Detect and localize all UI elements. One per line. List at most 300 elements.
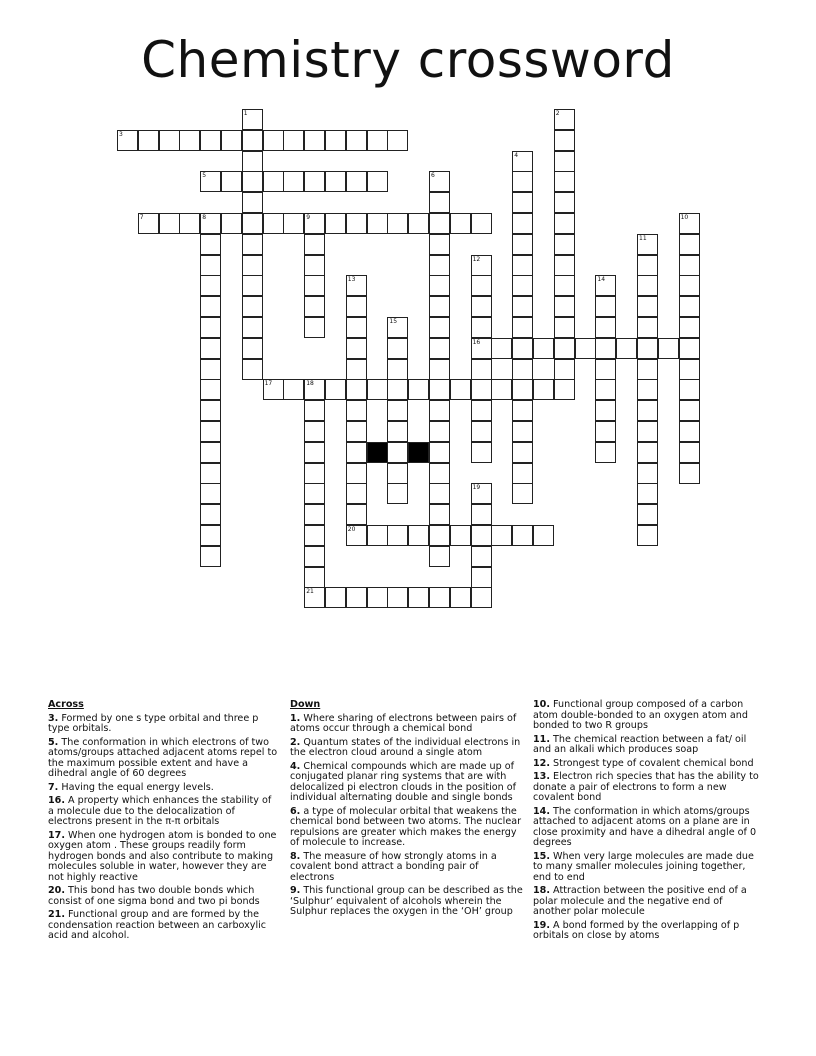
- grid-cell[interactable]: [429, 483, 450, 504]
- clue-number-label: 11.: [533, 733, 550, 745]
- grid-cell[interactable]: [304, 504, 325, 525]
- grid-cell[interactable]: [429, 525, 450, 546]
- clue-text: This bond has two double bonds which consist of one sigma bond and two pi bonds: [48, 885, 260, 907]
- grid-cell[interactable]: [200, 483, 221, 504]
- grid-cell[interactable]: [200, 442, 221, 463]
- grid-cell[interactable]: [533, 338, 554, 359]
- grid-cell[interactable]: [471, 546, 492, 567]
- grid-cell[interactable]: [637, 379, 658, 400]
- grid-cell[interactable]: [200, 255, 221, 276]
- grid-cell[interactable]: [346, 587, 367, 608]
- grid-cell[interactable]: [387, 130, 408, 151]
- grid-cell[interactable]: [346, 171, 367, 192]
- grid-cell[interactable]: [429, 400, 450, 421]
- clue-number-label: 19.: [533, 919, 550, 931]
- grid-cell[interactable]: [200, 338, 221, 359]
- grid-cell[interactable]: [263, 130, 284, 151]
- grid-cell[interactable]: [304, 379, 325, 400]
- grid-cell[interactable]: [304, 234, 325, 255]
- clue-number: 21: [306, 588, 314, 596]
- clue-number: 12: [472, 255, 481, 263]
- grid-cell[interactable]: [554, 296, 575, 317]
- grid-cell[interactable]: [554, 130, 575, 151]
- clue-item: [533, 735, 761, 756]
- grid-cell[interactable]: [637, 359, 658, 380]
- grid-cell[interactable]: [200, 504, 221, 525]
- clue-number-label: 4.: [290, 760, 301, 772]
- clue-item: [533, 759, 761, 770]
- grid-cell[interactable]: [387, 525, 408, 546]
- clue-number-label: 21.: [48, 909, 65, 920]
- clue-number-label: 12.: [533, 757, 550, 769]
- grid-cell[interactable]: [221, 213, 242, 234]
- grid-cell[interactable]: [200, 359, 221, 380]
- clue-text: Functional group and are formed by the condensation reaction between an carboxylic acid and alcohol.: [48, 909, 267, 941]
- grid-cell[interactable]: [554, 275, 575, 296]
- grid-cell[interactable]: [429, 275, 450, 296]
- grid-cell[interactable]: [429, 421, 450, 442]
- grid-cell[interactable]: [408, 525, 429, 546]
- grid-cell[interactable]: [637, 525, 658, 546]
- grid-cell[interactable]: [637, 400, 658, 421]
- grid-cell[interactable]: [450, 213, 471, 234]
- clue-text: The measure of how strongly atoms in a covalent bond attract a bonding pair of electrons: [290, 850, 497, 883]
- grid-cell[interactable]: [429, 234, 450, 255]
- grid-cell[interactable]: [367, 213, 388, 234]
- grid-cell[interactable]: [554, 234, 575, 255]
- grid-cell[interactable]: [512, 234, 533, 255]
- clue-number: 6: [431, 172, 435, 180]
- grid-cell[interactable]: [595, 275, 616, 296]
- grid-cell[interactable]: [595, 317, 616, 338]
- grid-cell[interactable]: [387, 587, 408, 608]
- grid-cell[interactable]: [471, 359, 492, 380]
- grid-cell[interactable]: [616, 338, 637, 359]
- grid-cell[interactable]: [491, 338, 512, 359]
- grid-cell[interactable]: [387, 400, 408, 421]
- grid-cell[interactable]: [595, 359, 616, 380]
- clue-item: [48, 886, 278, 907]
- grid-cell[interactable]: [471, 317, 492, 338]
- grid-cell[interactable]: [637, 504, 658, 525]
- grid-cell[interactable]: [304, 296, 325, 317]
- grid-cell[interactable]: [242, 130, 263, 151]
- grid-cell[interactable]: [471, 400, 492, 421]
- grid-cell[interactable]: [221, 171, 242, 192]
- grid-cell[interactable]: [679, 442, 700, 463]
- grid-cell[interactable]: [637, 463, 658, 484]
- grid-cell[interactable]: [512, 171, 533, 192]
- grid-cell[interactable]: [387, 359, 408, 380]
- grid-cell[interactable]: [637, 338, 658, 359]
- grid-cell[interactable]: [429, 504, 450, 525]
- grid-cell[interactable]: [471, 275, 492, 296]
- grid-cell[interactable]: [304, 275, 325, 296]
- grid-cell[interactable]: [679, 359, 700, 380]
- grid-cell[interactable]: [512, 275, 533, 296]
- grid-cell[interactable]: [429, 463, 450, 484]
- grid-cell[interactable]: [429, 338, 450, 359]
- grid-cell[interactable]: [512, 463, 533, 484]
- clue-number: 5: [202, 172, 207, 180]
- down-clue-list-2: [533, 700, 761, 942]
- grid-cell[interactable]: [429, 296, 450, 317]
- grid-cell[interactable]: [242, 213, 263, 234]
- grid-cell[interactable]: [367, 379, 388, 400]
- grid-cell[interactable]: [346, 317, 367, 338]
- grid-cell[interactable]: [429, 317, 450, 338]
- grid-cell[interactable]: [200, 379, 221, 400]
- grid-cell[interactable]: [242, 234, 263, 255]
- grid-cell[interactable]: [304, 525, 325, 546]
- grid-cell[interactable]: [304, 400, 325, 421]
- grid-cell[interactable]: [346, 359, 367, 380]
- grid-cell[interactable]: [637, 255, 658, 276]
- grid-cell[interactable]: [450, 525, 471, 546]
- clue-text: The chemical reaction between a fat/ oil and an alkali which produces soap: [533, 733, 747, 755]
- clue-text: A bond formed by the overlapping of p orbitals on close by atoms: [533, 919, 740, 941]
- grid-cell[interactable]: [512, 317, 533, 338]
- grid-cell[interactable]: [263, 213, 284, 234]
- grid-cell[interactable]: [138, 130, 159, 151]
- grid-cell[interactable]: [242, 338, 263, 359]
- grid-cell[interactable]: [346, 400, 367, 421]
- grid-cell[interactable]: [346, 130, 367, 151]
- grid-cell[interactable]: [387, 421, 408, 442]
- clue-number-label: 14.: [533, 805, 550, 817]
- grid-cell[interactable]: [387, 213, 408, 234]
- clue-number: 8: [202, 214, 207, 221]
- grid-cell[interactable]: [554, 192, 575, 213]
- grid-cell[interactable]: [512, 525, 533, 546]
- clue-text: Chemical compounds which are made up of conjugated planar ring systems that are with delocalized pi electron clouds in the position of individual alternating double and single bonds: [290, 760, 517, 803]
- grid-cell[interactable]: [471, 504, 492, 525]
- clue-text: Quantum states of the individual electrons in the electron cloud around a single atom: [290, 736, 521, 758]
- clue-number-label: 13.: [533, 771, 550, 782]
- grid-cell[interactable]: [346, 421, 367, 442]
- grid-cell[interactable]: [387, 317, 408, 338]
- clue-item: [533, 921, 761, 942]
- grid-cell[interactable]: [346, 379, 367, 400]
- grid-cell[interactable]: [512, 421, 533, 442]
- grid-cell[interactable]: [159, 130, 180, 151]
- grid-cell[interactable]: [346, 525, 367, 546]
- grid-cell[interactable]: [367, 587, 388, 608]
- grid-cell[interactable]: [283, 379, 304, 400]
- grid-cell[interactable]: [554, 171, 575, 192]
- grid-cell[interactable]: [554, 379, 575, 400]
- grid-cell[interactable]: [304, 421, 325, 442]
- grid-cell[interactable]: [429, 171, 450, 192]
- grid-cell[interactable]: [637, 442, 658, 463]
- grid-cell[interactable]: [304, 130, 325, 151]
- grid-cell[interactable]: [325, 130, 346, 151]
- grid-cell[interactable]: [429, 442, 450, 463]
- grid-cell[interactable]: [367, 130, 388, 151]
- grid-cell[interactable]: [554, 213, 575, 234]
- grid-cell[interactable]: [450, 587, 471, 608]
- clue-text: a type of molecular orbital that weakens the chemical bond between two atoms. The nuclear repulsions are greater which makes the energy of molecule to increase.: [290, 805, 522, 848]
- clue-number: 15: [389, 318, 398, 325]
- grid-cell[interactable]: [242, 151, 263, 172]
- grid-cell[interactable]: [242, 171, 263, 192]
- clue-item: [48, 796, 278, 828]
- grid-cell[interactable]: [637, 275, 658, 296]
- grid-cell[interactable]: [512, 296, 533, 317]
- grid-cell[interactable]: [554, 151, 575, 172]
- grid-cell[interactable]: [471, 525, 492, 546]
- grid-cell[interactable]: [512, 359, 533, 380]
- grid-cell[interactable]: [346, 275, 367, 296]
- clue-text: The conformation in which electrons of two atoms/groups attached adjacent atoms repel to the maximum possible extent and have a dihedral angle of 60 degrees: [48, 736, 278, 779]
- grid-cell[interactable]: [304, 463, 325, 484]
- grid-cell[interactable]: [200, 421, 221, 442]
- grid-cell[interactable]: [471, 296, 492, 317]
- grid-cell[interactable]: [595, 338, 616, 359]
- grid-cell[interactable]: [595, 296, 616, 317]
- clue-number: 18: [306, 380, 314, 388]
- grid-cell[interactable]: [325, 587, 346, 608]
- grid-cell[interactable]: [304, 442, 325, 463]
- clue-number: 3: [119, 130, 123, 138]
- grid-cell[interactable]: [200, 296, 221, 317]
- clue-number: 7: [139, 214, 144, 221]
- grid-cell[interactable]: [138, 213, 159, 234]
- clue-text: Attraction between the positive end of a polar molecule and the negative end of another polar molecule: [533, 885, 747, 917]
- grid-cell[interactable]: [429, 213, 450, 234]
- grid-cell[interactable]: [346, 442, 367, 463]
- grid-cell[interactable]: [658, 338, 679, 359]
- grid-cell[interactable]: [512, 400, 533, 421]
- grid-cell[interactable]: [679, 463, 700, 484]
- grid-cell[interactable]: [554, 109, 575, 130]
- page-title: Chemistry crossword: [141, 31, 675, 89]
- blocked-cell: [408, 442, 429, 463]
- clue-item: [533, 852, 761, 884]
- grid-cell[interactable]: [200, 463, 221, 484]
- clue-number: 13: [347, 276, 356, 284]
- grid-cell[interactable]: [117, 130, 138, 151]
- grid-cell[interactable]: [429, 379, 450, 400]
- grid-cell[interactable]: [575, 338, 596, 359]
- grid-cell[interactable]: [200, 546, 221, 567]
- clue-text: Electron rich species that has the ability to donate a pair of electrons to form a new covalent bond: [533, 771, 759, 803]
- grid-cell[interactable]: [387, 379, 408, 400]
- clue-item: [290, 886, 523, 918]
- grid-cell[interactable]: [512, 483, 533, 504]
- grid-cell[interactable]: [679, 255, 700, 276]
- grid-cell[interactable]: [200, 213, 221, 234]
- grid-cell[interactable]: [325, 379, 346, 400]
- grid-cell[interactable]: [387, 338, 408, 359]
- grid-cell[interactable]: [242, 296, 263, 317]
- clue-number-label: 18.: [533, 885, 550, 896]
- clue-number: 11: [639, 234, 647, 242]
- grid-cell[interactable]: [242, 192, 263, 213]
- grid-cell[interactable]: [346, 338, 367, 359]
- grid-cell[interactable]: [242, 317, 263, 338]
- grid-cell[interactable]: [595, 379, 616, 400]
- clue-number: 2: [555, 110, 560, 117]
- grid-cell[interactable]: [283, 130, 304, 151]
- grid-cell[interactable]: [283, 171, 304, 192]
- clue-item: [290, 762, 523, 804]
- grid-cell[interactable]: [200, 400, 221, 421]
- grid-cell[interactable]: [200, 130, 221, 151]
- clue-number-label: 6.: [290, 805, 301, 817]
- clue-number: 10: [680, 214, 689, 221]
- grid-cell[interactable]: [242, 255, 263, 276]
- grid-cell[interactable]: [637, 483, 658, 504]
- grid-cell[interactable]: [471, 483, 492, 504]
- grid-cell[interactable]: [200, 525, 221, 546]
- clue-text: Having the equal energy levels.: [58, 781, 214, 793]
- grid-cell[interactable]: [679, 317, 700, 338]
- grid-cell[interactable]: [367, 171, 388, 192]
- grid-cell[interactable]: [242, 275, 263, 296]
- grid-cell[interactable]: [637, 421, 658, 442]
- clue-number: 4: [514, 151, 519, 159]
- down-clues-column-2: [533, 700, 761, 945]
- clue-text: Functional group composed of a carbon atom double-bonded to an oxygen atom and bonded to two R groups: [533, 699, 748, 731]
- grid-cell[interactable]: [471, 421, 492, 442]
- grid-cell[interactable]: [304, 483, 325, 504]
- grid-cell[interactable]: [679, 296, 700, 317]
- grid-cell[interactable]: [387, 483, 408, 504]
- grid-cell[interactable]: [408, 379, 429, 400]
- grid-cell[interactable]: [471, 442, 492, 463]
- clue-item: [48, 738, 278, 780]
- grid-cell[interactable]: [679, 421, 700, 442]
- grid-cell[interactable]: [346, 213, 367, 234]
- grid-cell[interactable]: [242, 109, 263, 130]
- grid-cell[interactable]: [200, 275, 221, 296]
- grid-cell[interactable]: [304, 587, 325, 608]
- grid-cell[interactable]: [304, 546, 325, 567]
- grid-cell[interactable]: [679, 275, 700, 296]
- grid-cell[interactable]: [325, 171, 346, 192]
- grid-cell[interactable]: [533, 379, 554, 400]
- grid-cell[interactable]: [179, 213, 200, 234]
- grid-cell[interactable]: [471, 255, 492, 276]
- clue-number: 14: [597, 276, 606, 284]
- grid-cell[interactable]: [679, 213, 700, 234]
- grid-cell[interactable]: [512, 338, 533, 359]
- clue-number-label: 9.: [290, 885, 301, 896]
- grid-cell[interactable]: [221, 130, 242, 151]
- grid-cell[interactable]: [471, 379, 492, 400]
- grid-cell[interactable]: [263, 171, 284, 192]
- grid-cell[interactable]: [554, 317, 575, 338]
- grid-cell[interactable]: [512, 151, 533, 172]
- grid-cell[interactable]: [679, 234, 700, 255]
- clue-number-label: 3.: [48, 712, 59, 724]
- grid-cell[interactable]: [679, 379, 700, 400]
- blocked-cell: [367, 442, 388, 463]
- grid-cell[interactable]: [471, 213, 492, 234]
- grid-cell[interactable]: [200, 317, 221, 338]
- grid-cell[interactable]: [595, 442, 616, 463]
- grid-cell[interactable]: [637, 234, 658, 255]
- grid-cell[interactable]: [346, 296, 367, 317]
- grid-cell[interactable]: [408, 213, 429, 234]
- grid-cell[interactable]: [512, 213, 533, 234]
- grid-cell[interactable]: [283, 213, 304, 234]
- grid-cell[interactable]: [304, 317, 325, 338]
- grid-cell[interactable]: [512, 442, 533, 463]
- clue-text: When one hydrogen atom is bonded to one oxygen atom . These groups readily form hydrogen bonds and also contribute to making molecules soluble in water, however they are not highly reactive: [48, 829, 277, 883]
- grid-cell[interactable]: [429, 359, 450, 380]
- grid-cell[interactable]: [159, 213, 180, 234]
- clue-item: [48, 831, 278, 884]
- grid-cell[interactable]: [387, 442, 408, 463]
- grid-cell[interactable]: [637, 317, 658, 338]
- grid-cell[interactable]: [679, 338, 700, 359]
- clue-number: 19: [472, 484, 481, 492]
- grid-cell[interactable]: [471, 338, 492, 359]
- grid-cell[interactable]: [595, 421, 616, 442]
- grid-cell[interactable]: [471, 587, 492, 608]
- grid-cell[interactable]: [554, 338, 575, 359]
- grid-cell[interactable]: [429, 546, 450, 567]
- clue-number-label: 8.: [290, 850, 301, 862]
- grid-cell[interactable]: [304, 171, 325, 192]
- grid-cell[interactable]: [304, 255, 325, 276]
- grid-cell[interactable]: [346, 463, 367, 484]
- grid-cell[interactable]: [200, 171, 221, 192]
- clue-item: [533, 772, 761, 804]
- grid-cell[interactable]: [554, 359, 575, 380]
- grid-cell[interactable]: [179, 130, 200, 151]
- clue-item: [533, 886, 761, 918]
- down-heading: Down: [290, 699, 321, 710]
- grid-cell[interactable]: [533, 525, 554, 546]
- grid-cell[interactable]: [512, 255, 533, 276]
- grid-cell[interactable]: [304, 213, 325, 234]
- grid-cell[interactable]: [512, 192, 533, 213]
- grid-cell[interactable]: [387, 463, 408, 484]
- grid-cell[interactable]: [429, 587, 450, 608]
- grid-cell[interactable]: [637, 296, 658, 317]
- clue-number: 16: [472, 338, 481, 346]
- grid-cell[interactable]: [491, 379, 512, 400]
- grid-cell[interactable]: [471, 567, 492, 588]
- grid-cell[interactable]: [346, 504, 367, 525]
- grid-cell[interactable]: [595, 400, 616, 421]
- clue-text: When very large molecules are made due to many smaller molecules joining together, end to end: [533, 850, 754, 883]
- grid-cell[interactable]: [367, 525, 388, 546]
- grid-cell[interactable]: [450, 379, 471, 400]
- grid-cell[interactable]: [304, 567, 325, 588]
- grid-cell[interactable]: [200, 234, 221, 255]
- grid-cell[interactable]: [679, 400, 700, 421]
- grid-cell[interactable]: [512, 379, 533, 400]
- grid-cell[interactable]: [263, 379, 284, 400]
- grid-cell[interactable]: [325, 213, 346, 234]
- grid-cell[interactable]: [408, 587, 429, 608]
- grid-cell[interactable]: [554, 255, 575, 276]
- grid-cell[interactable]: [242, 359, 263, 380]
- grid-cell[interactable]: [429, 192, 450, 213]
- clue-item: [48, 910, 278, 942]
- grid-cell[interactable]: [491, 525, 512, 546]
- clue-number: 20: [347, 526, 356, 533]
- clue-number-label: 20.: [48, 885, 65, 896]
- grid-cell[interactable]: [429, 255, 450, 276]
- across-clues: [48, 700, 278, 945]
- grid-cell[interactable]: [346, 483, 367, 504]
- clue-item: [290, 738, 523, 759]
